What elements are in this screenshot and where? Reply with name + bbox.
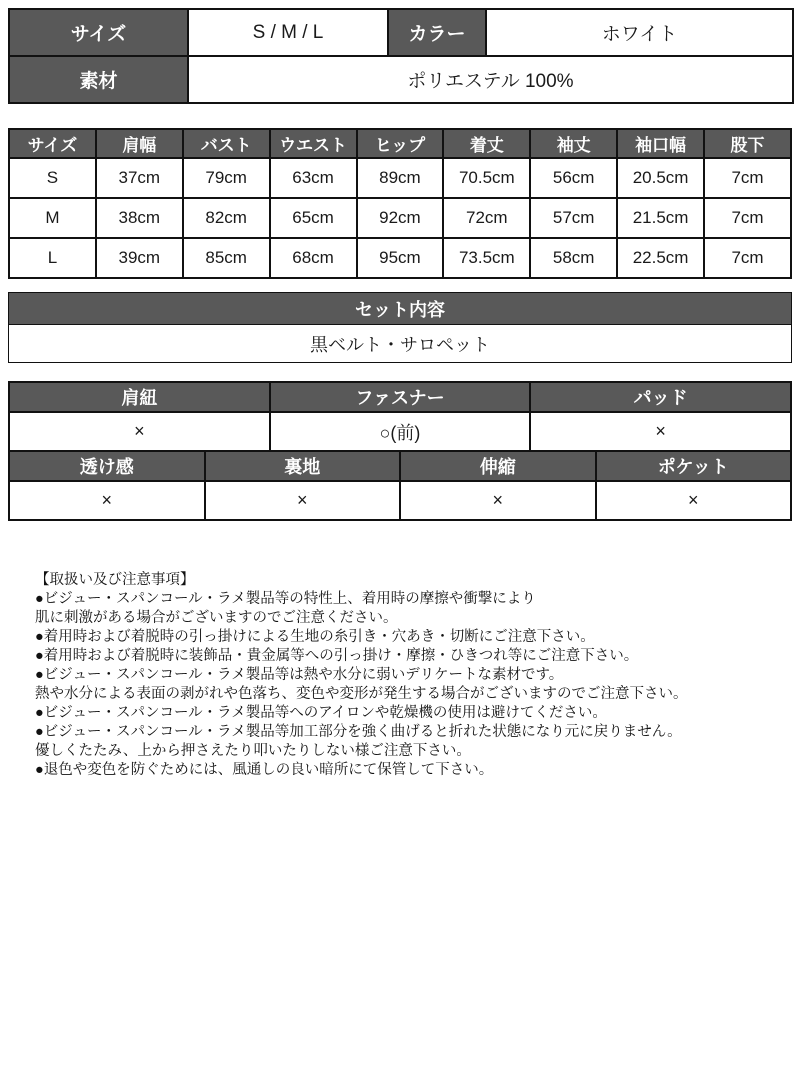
set-contents-table	[8, 292, 792, 363]
size-chart-row-l	[9, 238, 791, 278]
size-chart-cell: 73.5cm	[443, 238, 530, 278]
care-note-line: 肌に刺激がある場合がございますのでご注意ください。	[35, 610, 398, 626]
care-note-line: 熱や水分による表面の剥がれや色落ち、変色や変形が発生する場合がございますのでご注意下さい。	[35, 686, 688, 702]
care-note-line: ●ビジュー・スパンコール・ラメ製品等は熱や水分に弱いデリケートな素材です。	[35, 667, 564, 683]
care-notes	[35, 571, 792, 780]
size-chart-table	[8, 128, 792, 279]
fastener-value-cell: ○(前)	[270, 412, 531, 451]
size-chart-cell: 39cm	[96, 238, 183, 278]
features-b-header-row	[9, 451, 791, 481]
size-chart-header-cell: ヒップ	[357, 129, 444, 158]
size-chart-row-m	[9, 198, 791, 238]
size-chart-cell: 22.5cm	[617, 238, 704, 278]
info-row-size-color	[9, 9, 793, 56]
stretch-label-cell: 伸縮	[400, 451, 596, 481]
info-table	[8, 8, 794, 104]
size-chart-header-cell: 着丈	[443, 129, 530, 158]
size-label-cell: サイズ	[9, 9, 188, 56]
pocket-label-cell: ポケット	[596, 451, 792, 481]
size-chart-cell: 7cm	[704, 198, 791, 238]
care-note-line: ●着用時および着脱時の引っ掛けによる生地の糸引き・穴あき・切断にご注意下さい。	[35, 629, 595, 645]
material-label-cell: 素材	[9, 56, 188, 103]
size-chart-cell: 85cm	[183, 238, 270, 278]
shoulder-strap-label-cell: 肩紐	[9, 382, 270, 412]
care-note-line: ●ビジュー・スパンコール・ラメ製品等へのアイロンや乾燥機の使用は避けてください。	[35, 705, 607, 721]
size-chart-cell: 7cm	[704, 158, 791, 198]
size-chart-header-row	[9, 129, 791, 158]
size-chart-row-label: M	[9, 198, 96, 238]
size-chart-cell: 89cm	[357, 158, 444, 198]
material-value-cell: ポリエステル 100%	[188, 56, 793, 103]
size-chart-cell: 56cm	[530, 158, 617, 198]
sheerness-label-cell: 透け感	[9, 451, 205, 481]
pad-value-cell: ×	[530, 412, 791, 451]
size-chart-cell: 68cm	[270, 238, 357, 278]
size-chart-header-cell: サイズ	[9, 129, 96, 158]
size-chart-cell: 37cm	[96, 158, 183, 198]
care-note-line: 優しくたたみ、上から押さえたり叩いたりしない様ご注意下さい。	[35, 743, 471, 759]
size-chart-header-cell: バスト	[183, 129, 270, 158]
size-chart-cell: 72cm	[443, 198, 530, 238]
size-chart-cell: 95cm	[357, 238, 444, 278]
care-note-line: ●ビジュー・スパンコール・ラメ製品等の特性上、着用時の摩擦や衝撃により	[35, 591, 536, 607]
stretch-value-cell: ×	[400, 481, 596, 520]
size-value-cell: S / M / L	[188, 9, 388, 56]
size-chart-cell: 65cm	[270, 198, 357, 238]
lining-value-cell: ×	[205, 481, 401, 520]
size-chart-cell: 82cm	[183, 198, 270, 238]
care-note-line: ●退色や変色を防ぐためには、風通しの良い暗所にて保管して下さい。	[35, 762, 494, 778]
size-chart-cell: 38cm	[96, 198, 183, 238]
size-chart-cell: 58cm	[530, 238, 617, 278]
care-note-line: ●着用時および着脱時に装飾品・貴金属等への引っ掛け・摩擦・ひきつれ等にご注意下さい。	[35, 648, 639, 664]
size-chart-header-cell: 肩幅	[96, 129, 183, 158]
info-row-material	[9, 56, 793, 103]
color-label-cell: カラー	[388, 9, 486, 56]
sheerness-value-cell: ×	[9, 481, 205, 520]
size-chart-row-label: S	[9, 158, 96, 198]
size-chart-cell: 70.5cm	[443, 158, 530, 198]
features-a-value-row	[9, 412, 791, 451]
size-chart-cell: 79cm	[183, 158, 270, 198]
pad-label-cell: パッド	[530, 382, 791, 412]
set-contents-header-row	[9, 293, 792, 325]
features-a-header-row	[9, 382, 791, 412]
features-table-a	[8, 381, 792, 452]
shoulder-strap-value-cell: ×	[9, 412, 270, 451]
size-chart-header-cell: 袖口幅	[617, 129, 704, 158]
size-chart-header-cell: 袖丈	[530, 129, 617, 158]
size-chart-cell: 21.5cm	[617, 198, 704, 238]
size-chart-cell: 20.5cm	[617, 158, 704, 198]
size-chart-row-label: L	[9, 238, 96, 278]
size-chart-cell: 57cm	[530, 198, 617, 238]
color-value-cell: ホワイト	[486, 9, 793, 56]
size-chart-cell: 7cm	[704, 238, 791, 278]
lining-label-cell: 裏地	[205, 451, 401, 481]
size-chart-header-cell: 股下	[704, 129, 791, 158]
features-b-value-row	[9, 481, 791, 520]
fastener-label-cell: ファスナー	[270, 382, 531, 412]
set-contents-value-cell: 黒ベルト・サロペット	[9, 325, 792, 363]
size-chart-row-s	[9, 158, 791, 198]
size-chart-header-cell: ウエスト	[270, 129, 357, 158]
size-chart-cell: 92cm	[357, 198, 444, 238]
pocket-value-cell: ×	[596, 481, 792, 520]
set-contents-label-cell: セット内容	[9, 293, 792, 325]
size-chart-cell: 63cm	[270, 158, 357, 198]
care-note-line: ●ビジュー・スパンコール・ラメ製品等加工部分を強く曲げると折れた状態になり元に戻りません。	[35, 724, 682, 740]
set-contents-value-row	[9, 325, 792, 363]
care-notes-title: 【取扱い及び注意事項】	[35, 572, 195, 588]
features-table-b	[8, 450, 792, 521]
